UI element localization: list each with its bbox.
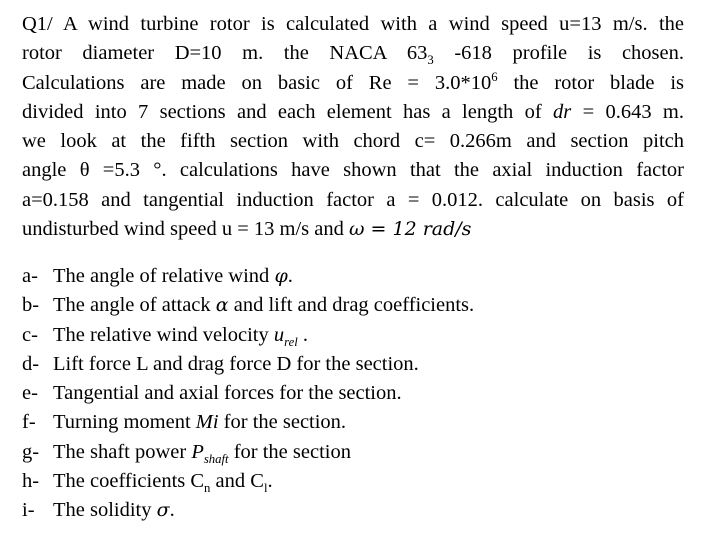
item-text: Turning moment: [53, 411, 196, 434]
omega-equation: ω = 12 rad/s: [349, 218, 472, 241]
list-item-text: [53, 321, 308, 350]
shaft-subscript: shaft: [203, 451, 229, 466]
list-item-text: [53, 408, 346, 437]
item-text: The coefficients C: [53, 470, 205, 493]
cl-subscript: l: [263, 481, 268, 496]
question-line-7: a=0.158 and tangential induction factor a = 0.012. calculate on basis of: [22, 188, 684, 211]
list-item-text: [53, 262, 293, 291]
list-item-text: Lift force L and drag force D for the section.: [53, 352, 419, 375]
list-marker: c-: [22, 323, 38, 346]
list-item-text: [53, 438, 351, 467]
list-marker: f-: [22, 411, 36, 434]
item-mid: and C: [210, 470, 264, 493]
question-line-3: [22, 69, 684, 98]
question-line-6: angle θ =5.3 °. calculations have shown that the axial induction factor: [22, 159, 684, 182]
list-item-text: [53, 291, 474, 320]
list-item: [22, 262, 474, 291]
question-line-8-text: undisturbed wind speed u = 13 m/s and: [22, 218, 344, 241]
question-line-4-tail: = 0.643 m.: [571, 100, 684, 123]
item-text: The solidity: [53, 499, 157, 522]
cn-subscript: n: [204, 481, 211, 496]
item-tail: .: [267, 470, 273, 493]
list-item: [22, 321, 474, 350]
list-item: [22, 408, 474, 437]
list-item: [22, 379, 474, 408]
list-marker: b-: [22, 294, 40, 317]
item-tail: and lift and drag coefficients.: [228, 294, 475, 317]
question-line-4: [22, 98, 684, 127]
alpha-symbol: α: [215, 294, 229, 317]
list-item-text: [53, 467, 273, 496]
question-line-1: Q1/ A wind turbine rotor is calculated with a wind speed u=13 m/s. the: [22, 13, 684, 35]
question-line-5: we look at the fifth section with chord c= 0.266m and section pitch: [22, 130, 684, 153]
question-line-4-text: divided into 7 sections and each element has a length of: [22, 100, 542, 123]
question-line-2-tail: -618 profile is chosen.: [433, 42, 685, 65]
list-item: [22, 291, 474, 320]
question-line-2: [22, 39, 684, 68]
item-tail: for the section.: [218, 411, 347, 434]
item-tail: .: [287, 265, 293, 287]
rel-subscript: rel: [284, 334, 298, 349]
item-text: The shaft power: [53, 440, 192, 463]
element-length-variable: dr: [553, 100, 572, 123]
task-list: [22, 262, 474, 526]
question-line-3-text: Calculations are made on basic of Re = 3.0*10: [22, 71, 492, 94]
naca-subscript: 3: [427, 53, 434, 68]
list-marker: e-: [22, 382, 38, 405]
list-item-text: [53, 496, 175, 525]
list-marker: h-: [22, 470, 40, 493]
p-variable: P: [191, 440, 204, 463]
item-text: The angle of attack: [53, 294, 216, 317]
list-item-text: Tangential and axial forces for the section.: [53, 382, 402, 405]
phi-symbol: φ: [274, 265, 288, 287]
item-tail: .: [169, 499, 175, 522]
document-page: [22, 10, 685, 522]
item-text: The relative wind velocity: [53, 323, 274, 346]
item-text: The angle of relative wind: [53, 265, 275, 287]
list-marker: d-: [22, 352, 40, 375]
list-item: [22, 438, 474, 467]
question-line-3-tail: the rotor blade is: [497, 71, 684, 94]
list-marker: a-: [22, 265, 38, 287]
question-line-2-text: rotor diameter D=10 m. the NACA 63: [22, 42, 428, 65]
list-item: [22, 350, 474, 379]
list-marker: i-: [22, 499, 35, 522]
mi-variable: Mi: [195, 411, 219, 434]
sigma-symbol: σ: [156, 499, 170, 522]
reynolds-exponent: 6: [491, 69, 498, 84]
item-tail: .: [297, 323, 309, 346]
u-variable: u: [273, 323, 285, 346]
list-marker: g-: [22, 440, 40, 463]
item-tail: for the section: [228, 440, 351, 463]
list-item: [22, 467, 474, 496]
question-line-8: [22, 215, 684, 244]
question-paragraph: [22, 10, 684, 244]
list-item: [22, 496, 474, 525]
